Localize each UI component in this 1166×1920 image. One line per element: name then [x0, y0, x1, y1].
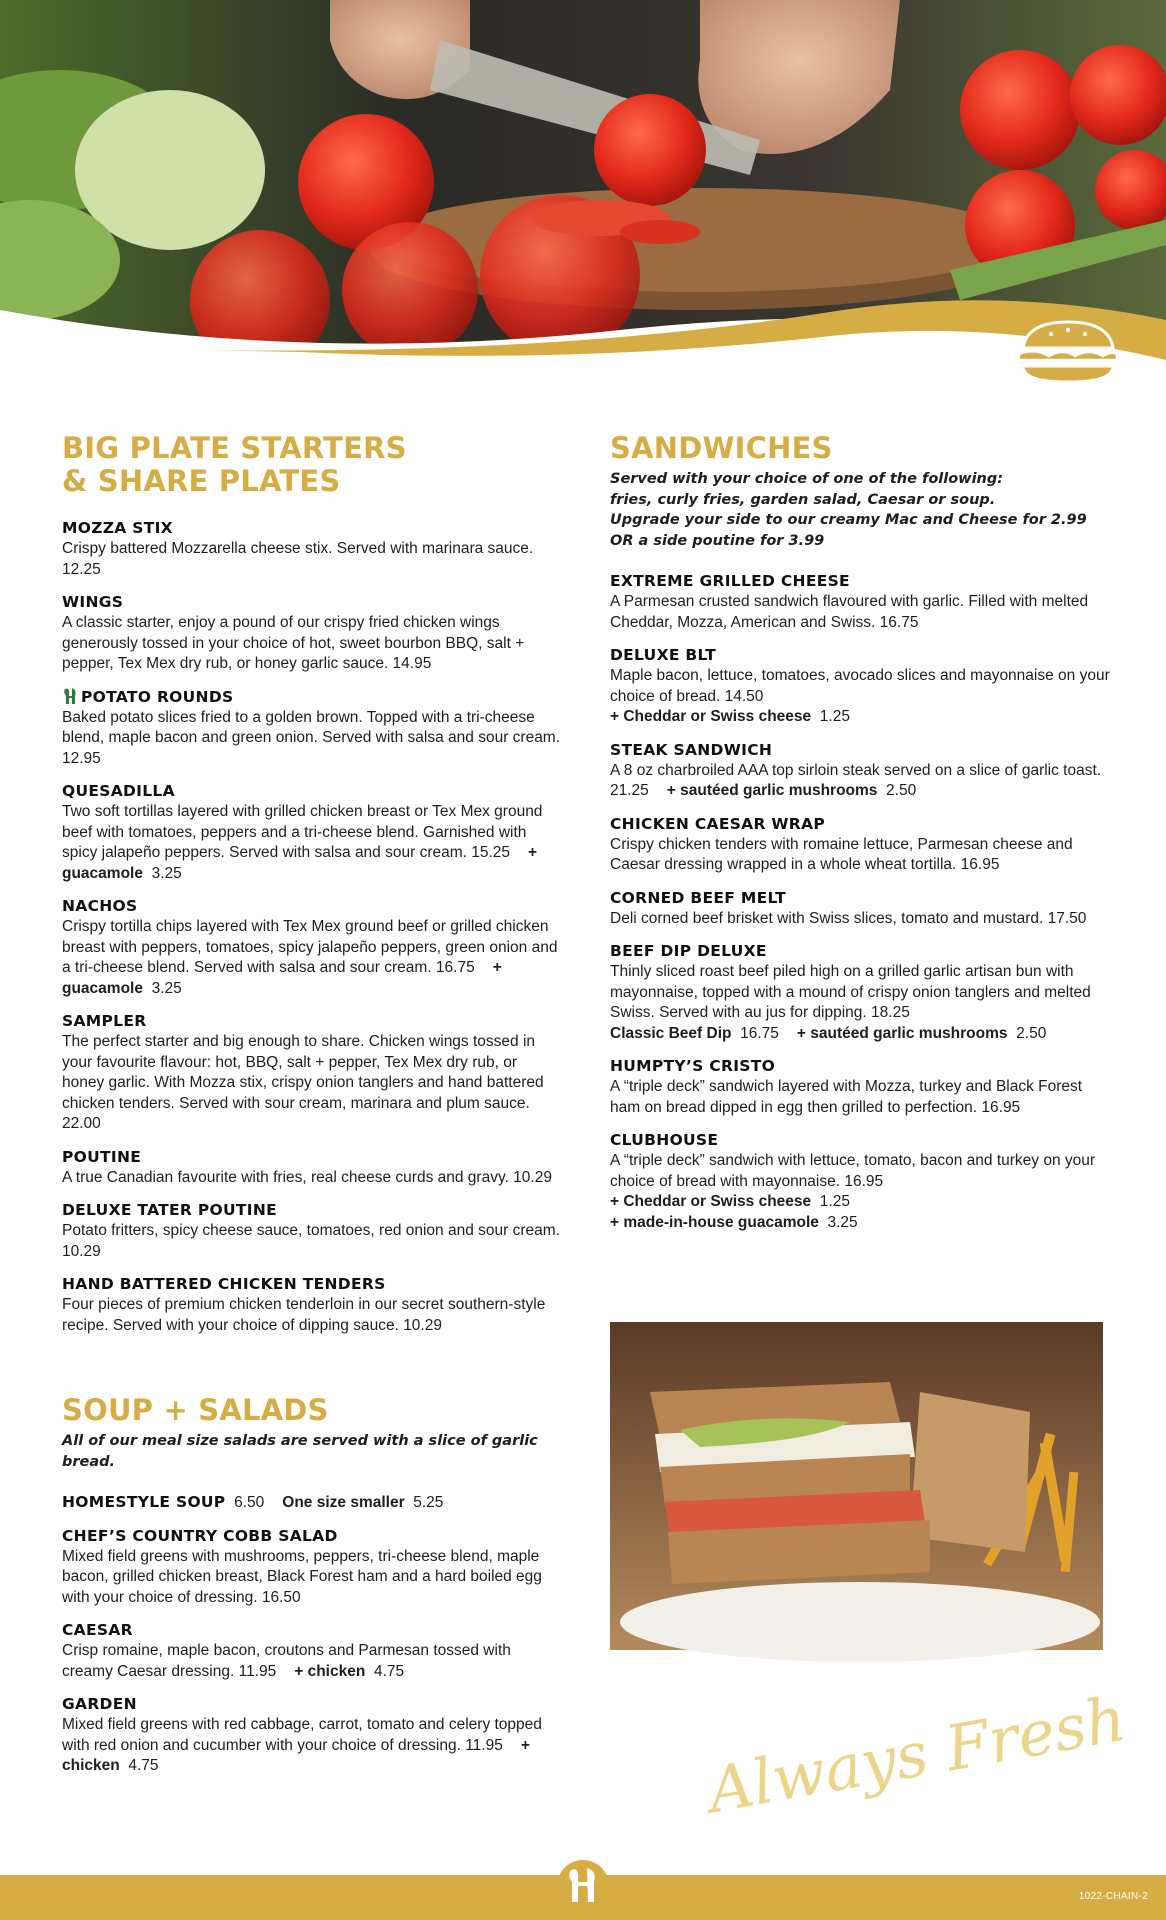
item-name: STEAK SANDWICH	[610, 740, 773, 759]
addon-price: 3.25	[827, 1213, 858, 1231]
item-desc: A classic starter, enjoy a pound of our crispy fried chicken wings generously tossed in your choice of hot, sweet bourbon BBQ, salt + pepper, Tex Mex dry rub, or honey garlic sauce. 14.95	[62, 614, 525, 672]
menu-item-cobb-salad	[62, 1526, 562, 1609]
item-desc: Baked potato slices fried to a golden brown. Topped with a tri-cheese blend, maple bacon and green onion. Served with salsa and sour cream. 12.95	[62, 708, 561, 767]
menu-item-homestyle-soup	[62, 1492, 562, 1514]
item-name: POTATO ROUNDS	[81, 687, 234, 706]
right-column	[610, 432, 1110, 1233]
item-name: MOZZA STIX	[62, 519, 173, 537]
addon-line	[610, 707, 1110, 728]
hero-photo	[0, 0, 1166, 390]
item-name-row	[62, 687, 562, 708]
item-desc: Crispy chicken tenders with romaine lettuce, Parmesan cheese and Caesar dressing wrapped in a whole wheat tortilla. 16.95	[610, 835, 1073, 873]
humptys-logo-icon	[555, 1858, 611, 1914]
item-name: SAMPLER	[62, 1012, 147, 1030]
item-desc: Potato fritters, spicy cheese sauce, tomatoes, red onion and sour cream. 10.29	[62, 1222, 560, 1260]
tagline-always-fresh	[695, 1681, 1132, 1828]
menu-item-clubhouse	[610, 1130, 1110, 1233]
menu-item-mozza-stix	[62, 518, 562, 580]
item-desc-text: Two soft tortillas layered with grilled chicken breast or Tex Mex ground beef with tomatoes, peppers and a tri-cheese blend. Garnished with spicy jalapeño peppers. Served with salsa and sour cream. 15.25	[62, 803, 543, 861]
section-intro-sandwiches: Served with your choice of one of the following: fries, curly fries, garden salad, Caesar or soup. Upgrade your side to our creamy Mac and Cheese for 2.99 OR a side poutine for 3.99	[610, 471, 1087, 549]
menu-item-sampler	[62, 1011, 562, 1135]
addon-label: + sautéed garlic mushrooms	[796, 1024, 1008, 1042]
signature-leaf-icon	[62, 687, 78, 705]
item-desc	[62, 1641, 562, 1682]
menu-item-caesar	[62, 1620, 562, 1682]
smaller-price: 5.25	[413, 1494, 444, 1511]
item-desc: Maple bacon, lettuce, tomatoes, avocado slices and mayonnaise on your choice of bread. 14.50	[610, 667, 1110, 705]
addon-line	[610, 1213, 1110, 1234]
addon-price: 4.75	[128, 1757, 159, 1774]
addon-line	[610, 1192, 1110, 1213]
menu-item-beef-dip-deluxe	[610, 941, 1110, 1044]
item-desc: A Parmesan crusted sandwich flavoured with garlic. Filled with melted Cheddar, Mozza, American and Swiss. 16.75	[610, 593, 1089, 631]
menu-item-chicken-caesar-wrap	[610, 814, 1110, 876]
item-name: CORNED BEEF MELT	[610, 888, 786, 907]
item-desc: The perfect starter and big enough to share. Chicken wings tossed in your favourite flavour: hot, BBQ, salt + pepper, Tex Mex dry rub, or honey garlic. With Mozza stix, crispy onion tanglers and hand battered chicken tenders. Served with sour cream, marinara and plum sauce. 22.00	[62, 1033, 544, 1132]
menu-item-poutine	[62, 1147, 562, 1189]
item-name: CHEF’S COUNTRY COBB SALAD	[62, 1526, 338, 1545]
item-desc-text: Mixed field greens with red cabbage, carrot, tomato and celery topped with red onion and cucumber with your choice of dressing. 11.95	[62, 1716, 542, 1754]
menu-item-deluxe-tater-poutine	[62, 1200, 562, 1262]
addon-price: 2.50	[886, 782, 917, 799]
item-name: DELUXE TATER POUTINE	[62, 1201, 277, 1219]
menu-item-extreme-grilled-cheese	[610, 571, 1110, 633]
footer-code: 1022-CHAIN-2	[1078, 1891, 1148, 1902]
item-desc: Four pieces of premium chicken tenderloin in our secret southern-style recipe. Served with your choice of dipping sauce. 10.29	[62, 1296, 546, 1334]
menu-item-steak-sandwich	[610, 740, 1110, 802]
addon-label: + chicken	[62, 1736, 530, 1774]
menu-item-corned-beef-melt	[610, 888, 1110, 930]
menu-item-humptys-cristo	[610, 1056, 1110, 1118]
item-desc: Crispy battered Mozzarella cheese stix. Served with marinara sauce. 12.25	[62, 540, 534, 578]
item-name: GARDEN	[62, 1695, 137, 1713]
menu-item-deluxe-blt	[610, 645, 1110, 728]
addon-price: 3.25	[151, 864, 182, 882]
addon-price: 3.25	[151, 979, 182, 997]
item-price: 6.50	[234, 1494, 265, 1511]
addon-price: 4.75	[373, 1662, 405, 1680]
section-title-sandwiches: SANDWICHES	[610, 431, 833, 465]
item-name: POUTINE	[62, 1147, 142, 1166]
addon-price: 2.50	[1016, 1024, 1047, 1042]
menu-item-wings	[62, 592, 562, 675]
item-desc-text: Crispy tortilla chips layered with Tex Mex ground beef or grilled chicken breast with peppers, tomatoes, spicy jalapeño peppers, green onion and a tri-cheese blend. Served with salsa and sour cream. 16.75	[62, 918, 558, 976]
item-name: CAESAR	[62, 1621, 133, 1639]
variant-price: 16.75	[740, 1024, 779, 1042]
item-name: HUMPTY’S CRISTO	[610, 1057, 776, 1075]
item-desc: Thinly sliced roast beef piled high on a grilled garlic artisan bun with mayonnaise, topped with a mound of crispy onion tanglers and melted Swiss. Served with au jus for dipping. 18.25	[610, 963, 1091, 1021]
item-desc: Mixed field greens with mushrooms, peppers, tri-cheese blend, maple bacon, grilled chicken breast, Black Forest ham and a hard boiled egg with your choice of dressing. 16.50	[62, 1547, 542, 1606]
addon-label: + guacamole	[62, 844, 538, 882]
section-title-starters: BIG PLATE STARTERS & SHARE PLATES	[62, 431, 407, 498]
menu-item-quesadilla	[62, 781, 562, 884]
item-desc	[610, 761, 1110, 802]
addon-label: + Cheddar or Swiss cheese	[610, 1193, 812, 1210]
item-name: WINGS	[62, 593, 124, 611]
item-name: EXTREME GRILLED CHEESE	[610, 572, 850, 590]
addon-price: 1.25	[819, 1193, 850, 1210]
menu-item-garden	[62, 1694, 562, 1777]
addon-label: + made-in-house guacamole	[610, 1213, 819, 1231]
item-name: CLUBHOUSE	[610, 1131, 719, 1149]
addon-label: + guacamole	[62, 959, 502, 997]
item-desc: A true Canadian favourite with fries, real cheese curds and gravy. 10.29	[62, 1168, 552, 1186]
tagline-text: Always Fresh	[702, 1681, 1132, 1828]
menu-item-potato-rounds	[62, 687, 562, 770]
section-title-soups: SOUP + SALADS	[62, 1393, 329, 1427]
variant-label: Classic Beef Dip	[610, 1024, 732, 1042]
item-desc: Deli corned beef brisket with Swiss slices, tomato and mustard. 17.50	[610, 909, 1087, 927]
addon-price: 1.25	[819, 708, 850, 725]
item-name: DELUXE BLT	[610, 646, 716, 664]
item-desc	[62, 802, 562, 884]
item-desc-text: A 8 oz charbroiled AAA top sirloin steak served on a slice of garlic toast. 21.25	[610, 761, 1102, 799]
homestyle-soup-line	[62, 1492, 562, 1514]
sandwich-photo	[610, 1322, 1103, 1650]
section-intro-soups: All of our meal size salads are served with a slice of garlic bread.	[62, 1433, 538, 1470]
left-column	[62, 432, 562, 1777]
item-name: NACHOS	[62, 897, 138, 915]
item-name: HAND BATTERED CHICKEN TENDERS	[62, 1275, 386, 1293]
menu-item-chicken-tenders	[62, 1274, 562, 1336]
item-name: BEEF DIP DELUXE	[610, 942, 767, 960]
item-name: HOMESTYLE SOUP	[62, 1493, 226, 1511]
smaller-label: One size smaller	[282, 1494, 405, 1511]
item-name: CHICKEN CAESAR WRAP	[610, 814, 825, 833]
item-desc	[62, 917, 562, 999]
item-desc: A “triple deck” sandwich with lettuce, tomato, bacon and turkey on your choice of bread with mayonnaise. 16.95	[610, 1152, 1096, 1190]
addon-label: + Cheddar or Swiss cheese	[610, 708, 812, 725]
item-desc: A “triple deck” sandwich layered with Mozza, turkey and Black Forest ham on bread dipped in egg then grilled to perfection. 16.95	[610, 1078, 1083, 1116]
menu-item-nachos	[62, 896, 562, 999]
item-desc	[62, 1715, 562, 1777]
sandwich-logo-icon	[1015, 318, 1121, 386]
addon-label: + chicken	[294, 1662, 366, 1680]
addon-label: + sautéed garlic mushrooms	[666, 782, 878, 799]
item-desc-text: Crisp romaine, maple bacon, croutons and Parmesan tossed with creamy Caesar dressing. 11.95	[62, 1642, 511, 1680]
item-name: QUESADILLA	[62, 782, 175, 800]
addon-line	[610, 1024, 1110, 1045]
